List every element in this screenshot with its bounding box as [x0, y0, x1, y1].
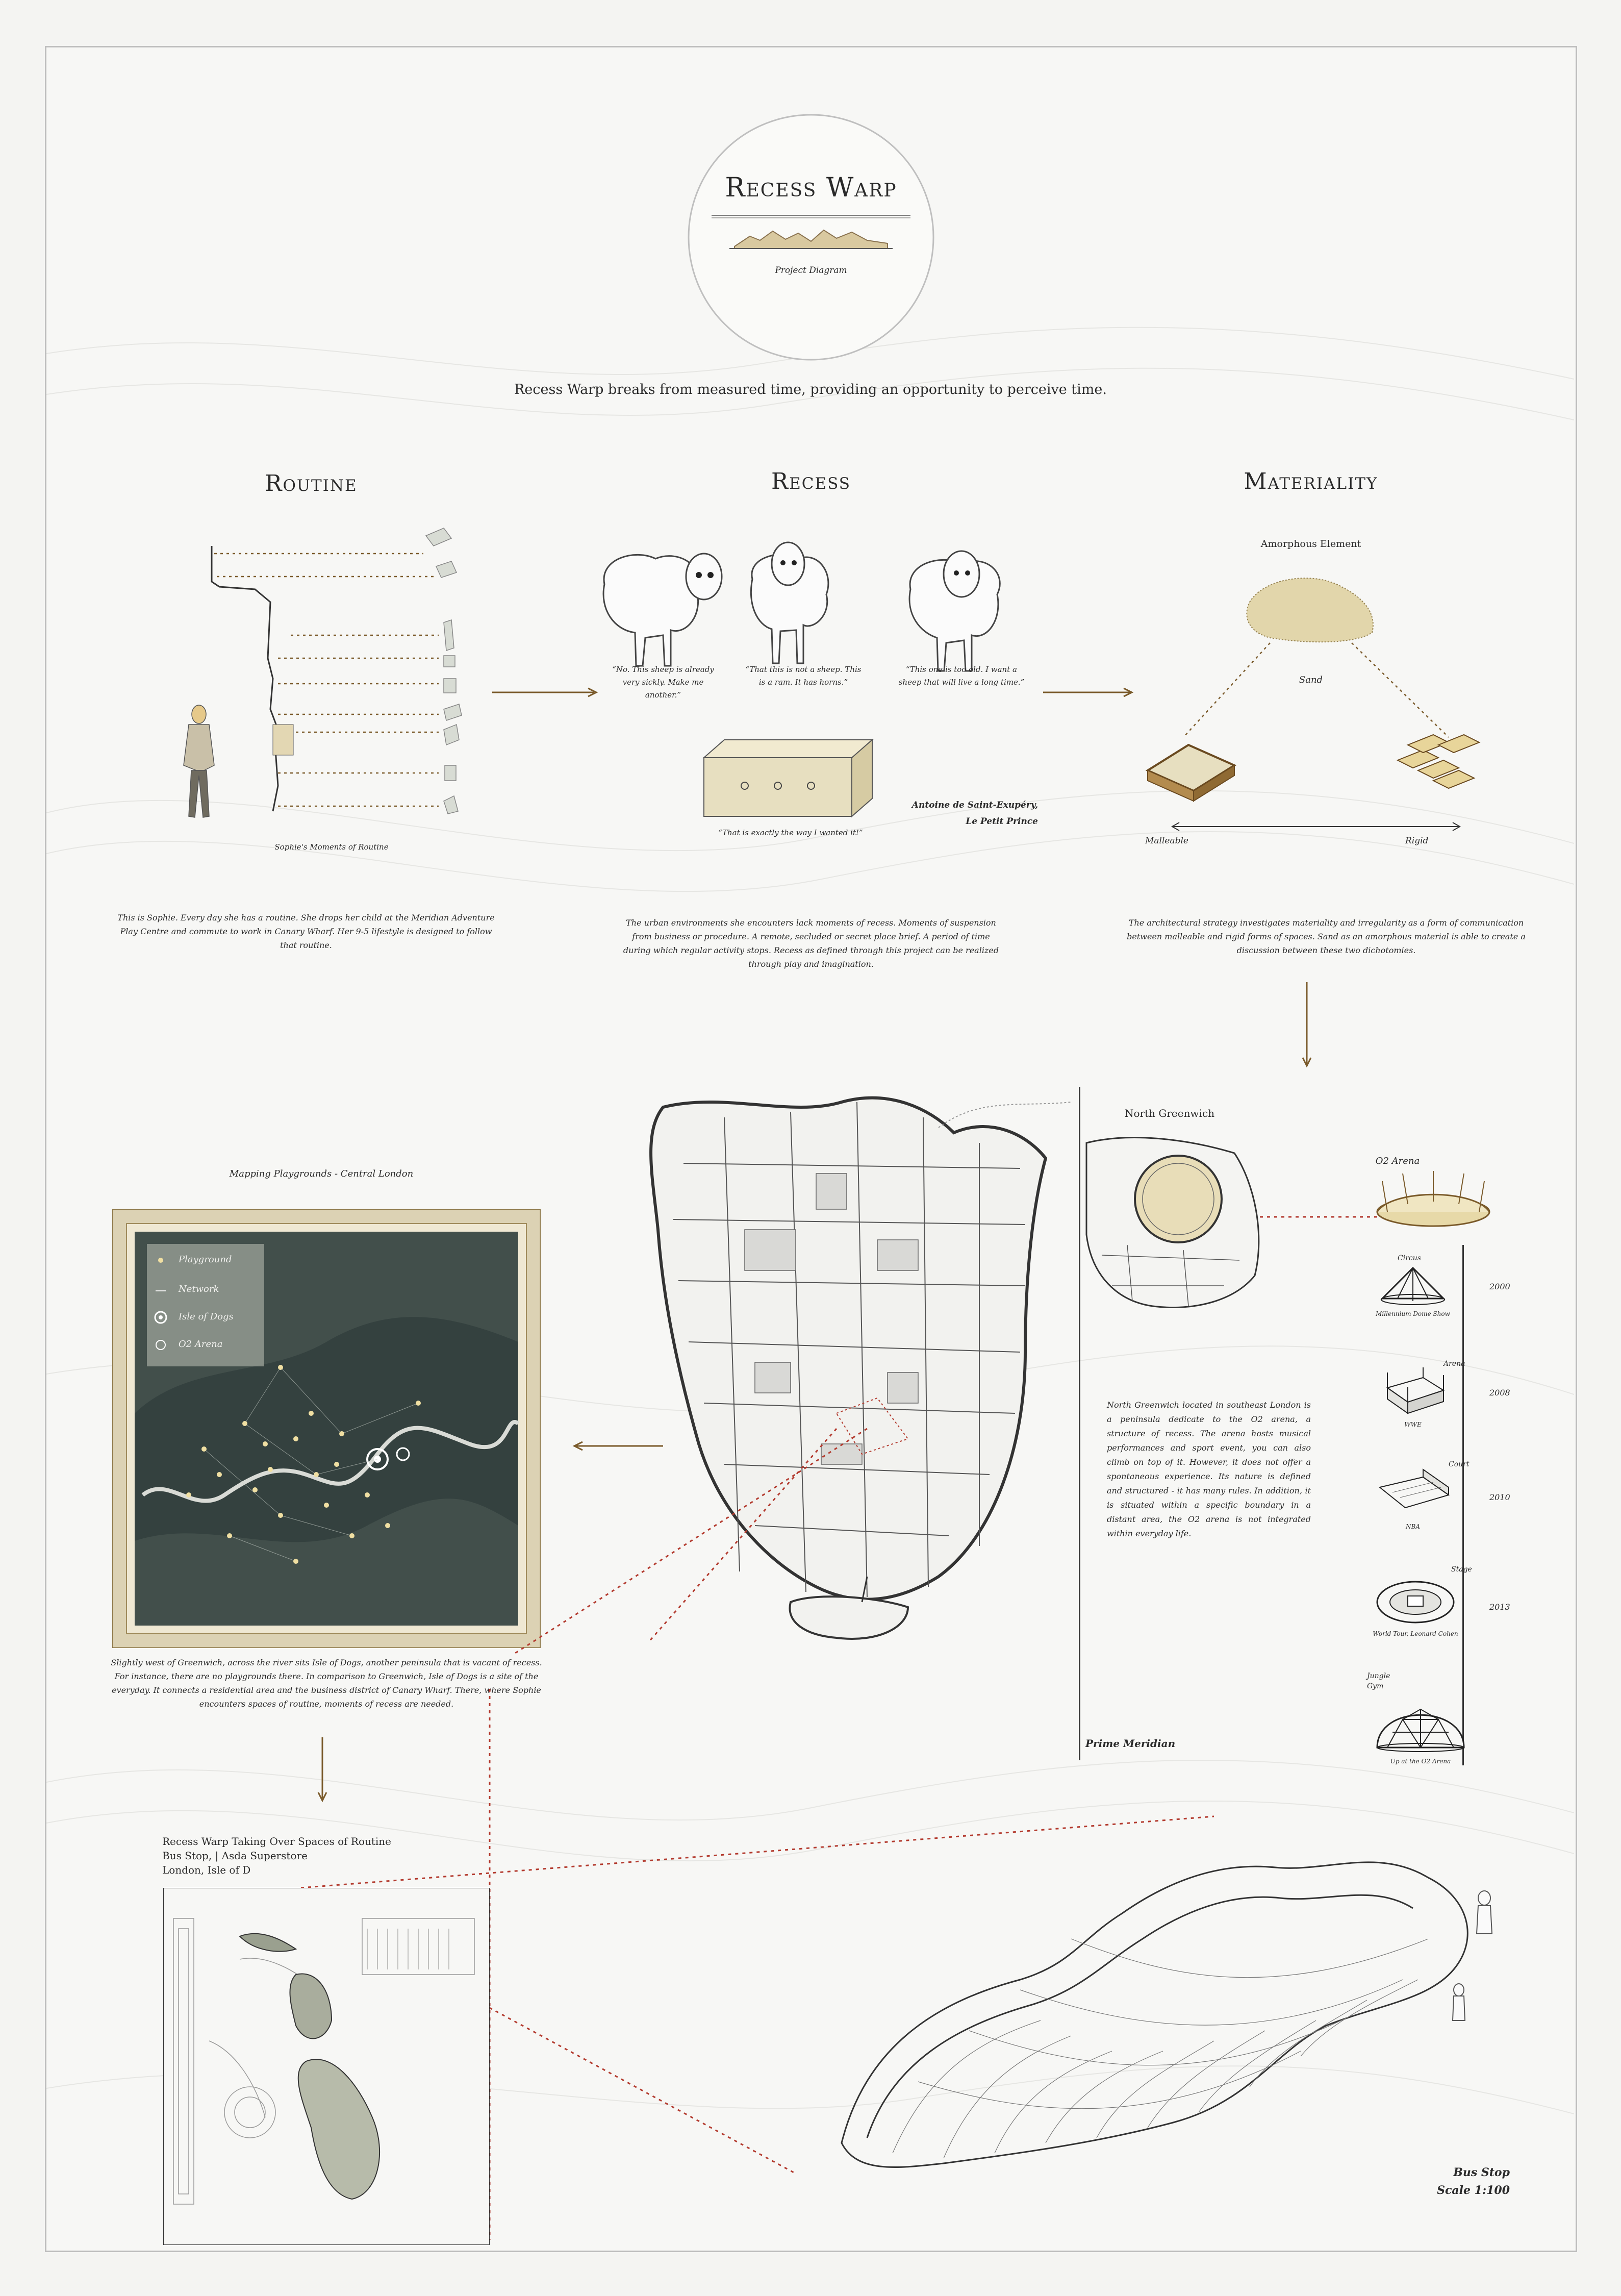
heading-routine: Routine	[265, 470, 358, 496]
bus-stop-scale: Scale 1:100	[1437, 2184, 1510, 2197]
recess-text: The urban environments she encounters lack moments of recess. Moments of suspension from business or procedure. A remote, secluded or secret place brief. A period of time during which regular activity stops. Recess as defined through this project can be realized through play and imagination.	[623, 918, 999, 969]
materiality-diagram	[1132, 556, 1500, 842]
routine-text: This is Sophie. Every day she has a routine. She drops her child at the Meridian Adventure Play Centre and commute to work in Canary Wharf. Her 9-5 lifestyle is designed to follow that routine.	[117, 913, 495, 950]
timeline-tag-1: Circus	[1398, 1254, 1421, 1262]
timeline-year-4: 2013	[1489, 1602, 1510, 1612]
arrow-materiality-down	[1301, 982, 1313, 1069]
prime-meridian-line	[1079, 1087, 1080, 1760]
sheep-quote-3: “This one is too old. I want a sheep that will live a long time.”	[898, 665, 1025, 687]
timeline-tag-4: Stage	[1451, 1565, 1472, 1574]
greenwich-text: North Greenwich located in southeast London is a peninsula dedicate to the O2 arena, a structure of recess. The arena hosts musical performances and sport event, you can also climb on top of it. However, it does not offer a spontaneous experience. Its nature is defined and structured - it has many rules. In addition, it is situated within a specific boundary in a distant area, the O2 arena is not integrated within everyday life.	[1107, 1400, 1311, 1538]
heading-recess: Recess	[771, 468, 851, 494]
malleable-label: Malleable	[1145, 836, 1188, 846]
sheep-box	[699, 735, 882, 821]
box-quote: “That is exactly the way I wanted it!”	[718, 828, 863, 837]
arrow-to-site	[316, 1737, 328, 1804]
sheep-quote-1: “No. This sheep is already very sickly. Make me another.”	[612, 665, 714, 700]
routine-caption: Sophie's Moments of Routine	[274, 842, 389, 852]
heading-materiality: Materiality	[1244, 468, 1378, 494]
site-title-line-2: Bus Stop, | Asda Superstore	[162, 1850, 308, 1862]
court-icon	[1372, 1467, 1454, 1518]
legend-o2-arena: O2 Arena	[179, 1339, 223, 1350]
legend-playground: Playground	[179, 1254, 232, 1265]
project-title: Recess Warp	[725, 172, 897, 203]
routine-diagram	[168, 526, 495, 842]
site-title-line-1: Recess Warp Taking Over Spaces of Routine	[162, 1835, 392, 1848]
quote-book: Le Petit Prince	[966, 816, 1038, 827]
timeline-tag-3: Court	[1449, 1460, 1470, 1468]
timeline-caption-5: Up at the O2 Arena	[1390, 1758, 1451, 1765]
materiality-text: The architectural strategy investigates materiality and irregularity as a form of communication between malleable and rigid forms of spaces. Sand as an amorphous material is able to create a discussion between these two dichotomies.	[1127, 918, 1526, 955]
wrestling-ring-icon	[1377, 1367, 1449, 1418]
mapping-title: Mapping Playgrounds - Central London	[229, 1168, 414, 1179]
timeline-caption-1: Millennium Dome Show	[1376, 1310, 1450, 1317]
prime-meridian-label: Prime Meridian	[1085, 1737, 1176, 1750]
timeline-tag-5: Jungle Gym	[1367, 1672, 1390, 1690]
timeline-year-1: 2000	[1489, 1282, 1510, 1291]
bus-stop-label: Bus Stop	[1453, 2166, 1510, 2179]
legend-isle-of-dogs: Isle of Dogs	[179, 1311, 234, 1322]
mapping-text: Slightly west of Greenwich, across the river sits Isle of Dogs, another peninsula that is vacant of recess. For instance, there are no playgrounds there. In comparison to Greenwich, Isle of Dogs is a site of the everyday. It connects a residential area and the business district of Canary Wharf. There, where Sophie encounters spaces of routine, moments of recess are needed.	[111, 1658, 542, 1709]
site-title-line-3: London, Isle of D	[162, 1864, 251, 1876]
london-map	[112, 1209, 541, 1648]
timeline-top-label: O2 Arena	[1375, 1156, 1420, 1166]
sheep-drawings	[594, 538, 1033, 681]
north-greenwich-label: North Greenwich	[1125, 1107, 1215, 1119]
title-emblem	[683, 110, 939, 365]
timeline-tag-2: Arena	[1443, 1360, 1465, 1368]
tagline: Recess Warp breaks from measured time, providing an opportunity to perceive time.	[514, 382, 1107, 397]
sand-label: Sand	[1299, 675, 1323, 685]
project-subtitle: Project Diagram	[775, 265, 847, 276]
arrow-recess-materiality	[1043, 686, 1135, 698]
legend-network: Network	[179, 1284, 219, 1294]
timeline-caption-2: WWE	[1404, 1421, 1422, 1428]
timeline-caption-4: World Tour, Leonard Cohen	[1373, 1630, 1458, 1637]
timeline-caption-3: NBA	[1406, 1523, 1420, 1530]
quote-author: Antoine de Saint-Exupéry,	[911, 800, 1038, 810]
amorphous-label: Amorphous Element	[1260, 538, 1361, 550]
sheep-quote-2: “That this is not a sheep. This is a ram. It has horns.”	[745, 665, 862, 687]
site-plan	[163, 1888, 490, 2245]
rigid-label: Rigid	[1405, 836, 1429, 846]
isle-of-dogs-map	[622, 1087, 1081, 1735]
timeline-year-3: 2010	[1489, 1492, 1510, 1502]
north-greenwich-map	[1081, 1133, 1285, 1316]
circus-icon	[1372, 1263, 1454, 1309]
jungle-gym-icon	[1372, 1684, 1469, 1755]
stage-arena-icon	[1372, 1571, 1459, 1628]
o2-arena-icon	[1372, 1168, 1495, 1230]
site-title	[162, 1834, 519, 1877]
arrow-routine-recess	[492, 686, 599, 698]
timeline-year-2: 2008	[1489, 1388, 1510, 1397]
